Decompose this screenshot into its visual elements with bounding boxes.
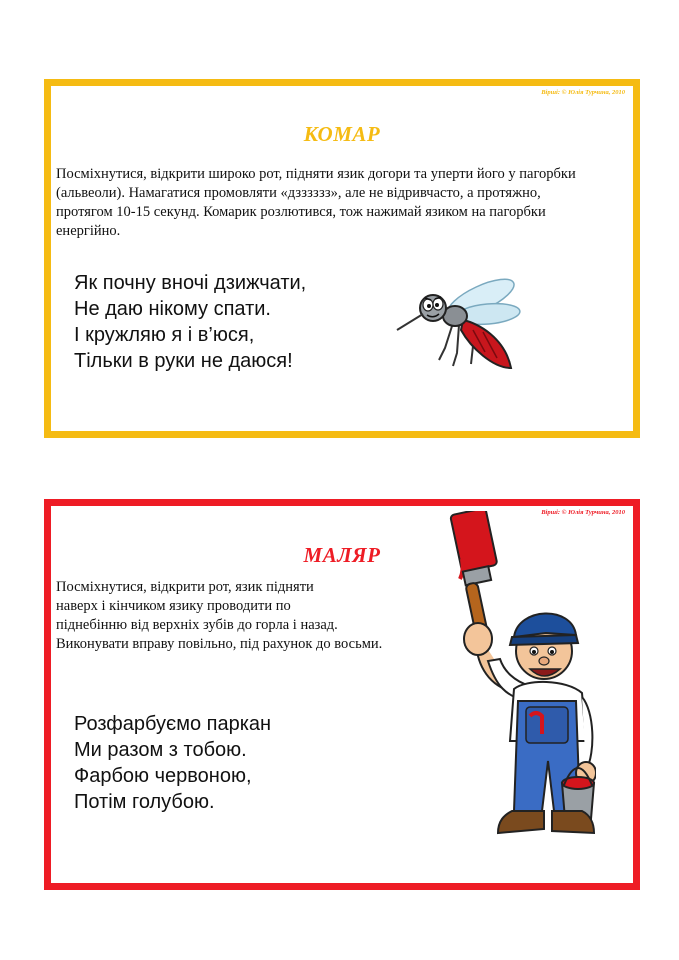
poem-line: Як почну вночі дзижчати,	[74, 272, 307, 294]
painter-icon	[426, 511, 596, 881]
mosquito-icon	[393, 268, 533, 378]
poem	[74, 270, 306, 374]
poem-line: Потім голубою.	[74, 791, 215, 813]
description-line: піднебінню від верхніх зубів до горла і назад.	[56, 617, 338, 633]
exercise-description	[56, 578, 446, 654]
poem-line: І кружляю я і в’юся,	[74, 324, 255, 346]
credit-text: Вірші: © Юлія Турчина, 2010	[541, 509, 625, 516]
description-line: протягом 10-15 секунд. Комарик розлютився, тож нажимай язиком на пагорбки	[56, 204, 546, 220]
poem-line: Ми разом з тобою.	[74, 739, 247, 761]
description-line: Посміхнутися, відкрити рот, язик підняти	[56, 579, 314, 595]
card-komar	[44, 79, 640, 438]
poem-line: Розфарбуємо паркан	[74, 713, 272, 735]
card-title: МАЛЯР	[303, 543, 381, 567]
credit-text: Вірші: © Юлія Турчина, 2010	[541, 89, 625, 96]
card-malyar	[44, 499, 640, 890]
poem-line: Не даю нікому спати.	[74, 298, 271, 320]
poem-line: Тільки в руки не даюся!	[74, 350, 293, 372]
description-line: Виконувати вправу повільно, під рахунок до восьми.	[56, 636, 383, 652]
description-line: наверх і кінчиком язику проводити по	[56, 598, 291, 614]
card-title: КОМАР	[303, 122, 381, 146]
exercise-description	[56, 165, 636, 241]
description-line: Посміхнутися, відкрити широко рот, підняти язик догори та уперти його у пагорбки	[56, 166, 576, 182]
poem-line: Фарбою червоною,	[74, 765, 252, 787]
poem	[74, 711, 271, 815]
description-line: енергійно.	[56, 223, 121, 239]
description-line: (альвеоли). Намагатися промовляти «дзззззз», але не відривчасто, а протяжно,	[56, 185, 541, 201]
